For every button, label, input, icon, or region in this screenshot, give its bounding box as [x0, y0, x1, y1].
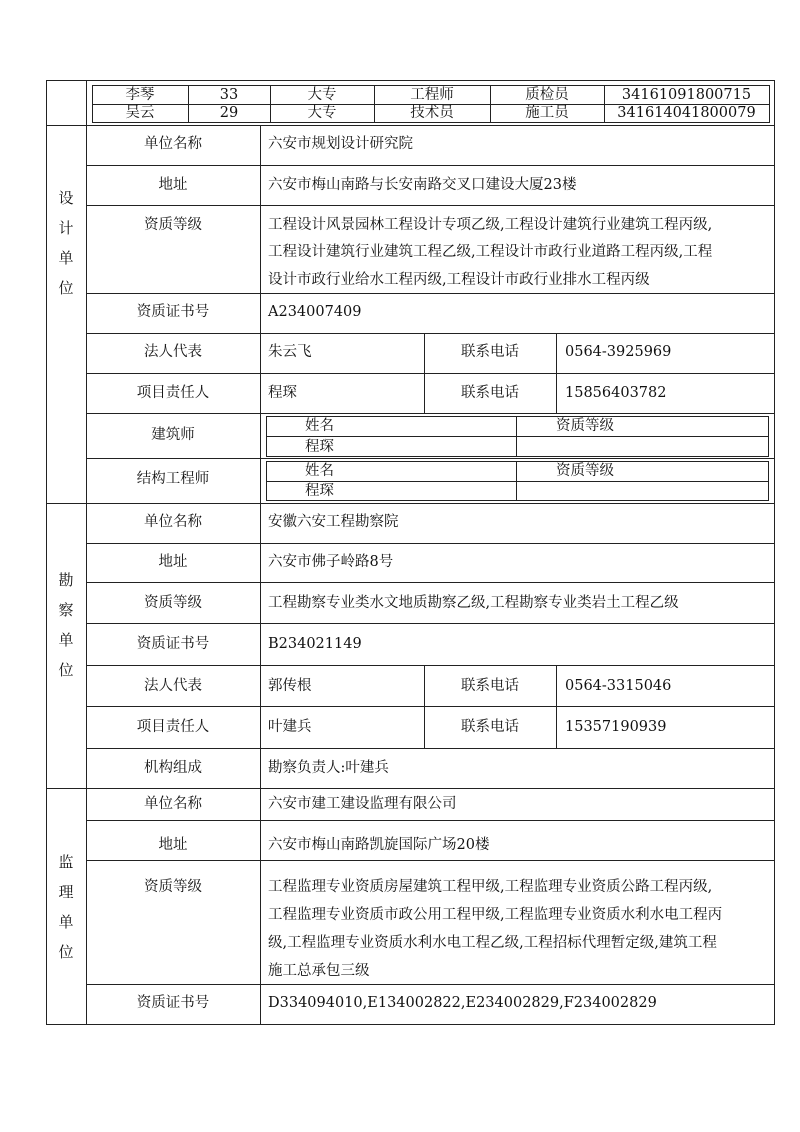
pm-label: 项目责任人 — [136, 719, 210, 735]
person-name: 吴云 — [125, 105, 155, 121]
qualification-line: 工程监理专业资质房屋建筑工程甲级,工程监理专业资质公路工程丙级, — [268, 879, 713, 895]
address-value: 六安市佛子岭路8号 — [268, 554, 394, 570]
person-position: 质检员 — [525, 87, 569, 103]
qualification-line: 工程设计建筑行业建筑工程乙级,工程设计市政行业道路工程丙级,工程 — [268, 244, 713, 260]
unit-name-value: 六安市建工建设监理有限公司 — [268, 796, 457, 812]
qualification-line: 工程设计风景园林工程设计专项乙级,工程设计建筑行业建筑工程丙级, — [268, 217, 713, 233]
sub-name-header: 姓名 — [305, 418, 334, 434]
person-title: 技术员 — [410, 105, 454, 121]
address-value: 六安市梅山南路与长安南路交叉口建设大厦23楼 — [268, 177, 577, 193]
structural-engineer-name: 程琛 — [305, 483, 334, 499]
sub-name-header: 姓名 — [305, 463, 334, 479]
architect-name: 程琛 — [305, 439, 334, 455]
qualification-label: 资质等级 — [144, 217, 202, 233]
table-bottom-border — [46, 1024, 775, 1025]
cert-label: 资质证书号 — [136, 636, 210, 652]
address-value: 六安市梅山南路凯旋国际广场20楼 — [268, 837, 490, 853]
qualification-line: 施工总承包三级 — [268, 963, 370, 979]
unit-name-label: 单位名称 — [144, 514, 202, 530]
qualification-value: 工程勘察专业类水文地质勘察乙级,工程勘察专业类岩土工程乙级 — [268, 595, 679, 611]
cert-value: D334094010,E134002822,E234002829,F234002829 — [268, 995, 657, 1011]
unit-name-value: 安徽六安工程勘察院 — [268, 514, 399, 530]
person-name: 李琴 — [125, 87, 155, 103]
person-certificate: 34161091800715 — [621, 87, 752, 103]
phone-value: 15357190939 — [565, 719, 667, 735]
unit-name-value: 六安市规划设计研究院 — [268, 136, 413, 152]
org-label: 机构组成 — [144, 760, 202, 776]
person-age: 29 — [219, 105, 239, 121]
qualification-label: 资质等级 — [144, 879, 202, 895]
qualification-label: 资质等级 — [144, 595, 202, 611]
qualification-line: 设计市政行业给水工程丙级,工程设计市政行业排水工程丙级 — [268, 272, 650, 288]
unit-name-label: 单位名称 — [144, 136, 202, 152]
table-right-border — [774, 80, 775, 1024]
sub-qual-header: 资质等级 — [556, 418, 614, 434]
pm-value: 叶建兵 — [268, 719, 312, 735]
person-title: 工程师 — [410, 87, 454, 103]
phone-value: 15856403782 — [565, 385, 667, 401]
table-top-border — [46, 80, 775, 81]
address-label: 地址 — [158, 554, 188, 570]
legal-rep-value: 郭传根 — [268, 678, 312, 694]
cert-value: A234007409 — [268, 304, 362, 320]
section-label-survey: 勘 察 单 位 — [58, 571, 74, 679]
sub-qual-header: 资质等级 — [556, 463, 614, 479]
legal-rep-label: 法人代表 — [144, 344, 202, 360]
section-label-design: 设 计 单 位 — [58, 189, 74, 297]
legal-rep-value: 朱云飞 — [268, 344, 312, 360]
phone-value: 0564-3925969 — [565, 344, 672, 360]
org-value: 勘察负责人:叶建兵 — [268, 760, 389, 776]
phone-label: 联系电话 — [461, 719, 519, 735]
person-education: 大专 — [307, 87, 337, 103]
pm-label: 项目责任人 — [136, 385, 210, 401]
cert-label: 资质证书号 — [136, 995, 210, 1011]
qualification-line: 级,工程监理专业资质水利水电工程乙级,工程招标代理暂定级,建筑工程 — [268, 935, 717, 951]
person-age: 33 — [219, 87, 239, 103]
qualification-line: 工程监理专业资质市政公用工程甲级,工程监理专业资质水利水电工程丙 — [268, 907, 723, 923]
phone-label: 联系电话 — [461, 678, 519, 694]
unit-name-label: 单位名称 — [144, 796, 202, 812]
phone-label: 联系电话 — [461, 344, 519, 360]
person-education: 大专 — [307, 105, 337, 121]
address-label: 地址 — [158, 837, 188, 853]
address-label: 地址 — [158, 177, 188, 193]
person-certificate: 341614041800079 — [617, 105, 756, 121]
structural-engineer-label: 结构工程师 — [136, 471, 210, 487]
person-position: 施工员 — [525, 105, 569, 121]
phone-value: 0564-3315046 — [565, 678, 672, 694]
pm-value: 程琛 — [268, 385, 297, 401]
section-label-supervision: 监 理 单 位 — [58, 853, 74, 961]
cert-value: B234021149 — [268, 636, 362, 652]
legal-rep-label: 法人代表 — [144, 678, 202, 694]
phone-label: 联系电话 — [461, 385, 519, 401]
cert-label: 资质证书号 — [136, 304, 210, 320]
architect-label: 建筑师 — [151, 427, 195, 443]
